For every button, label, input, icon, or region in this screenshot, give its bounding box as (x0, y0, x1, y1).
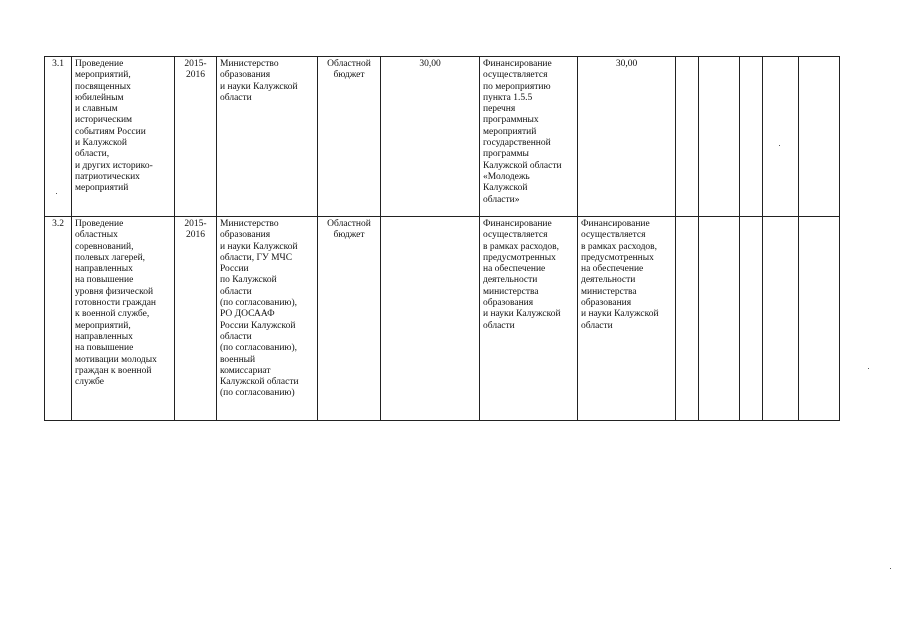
table-row (45, 57, 840, 217)
scan-speck (868, 368, 869, 369)
row-number: 3.1 (45, 57, 72, 217)
total-amount: 30,00 (381, 57, 480, 217)
scan-speck (56, 193, 57, 194)
event-name: Проведение областных соревнований, полевых лагерей, направленных на повышение уровня физической готовности граждан к военной службе, мероприятий, направленных на повышение мотивации молодых граждан к военной службе (72, 217, 175, 421)
year-amount: Финансирование осуществляется в рамках расходов, предусмотренных на обеспечение деятельности министерства образования и науки Калужской области (578, 217, 676, 421)
empty-cell (699, 217, 740, 421)
financing-note: Финансирование осуществляется по мероприятию пункта 1.5.5 перечня программных мероприятий государственной программы Калужской области «Молодежь Калужской области» (480, 57, 578, 217)
empty-cell (799, 217, 840, 421)
year-amount: 30,00 (578, 57, 676, 217)
total-amount (381, 217, 480, 421)
financing-note: Финансирование осуществляется в рамках расходов, предусмотренных на обеспечение деятельности министерства образования и науки Калужской области (480, 217, 578, 421)
row-number: 3.2 (45, 217, 72, 421)
empty-cell (676, 57, 699, 217)
scan-speck (890, 568, 891, 569)
empty-cell (763, 57, 799, 217)
empty-cell (676, 217, 699, 421)
empty-cell (799, 57, 840, 217)
event-name: Проведение мероприятий, посвященных юбилейным и славным историческим событиям России и Калужской области, и других историко- патриотических мероприятий (72, 57, 175, 217)
period-years: 2015- 2016 (175, 57, 217, 217)
funding-source: Областной бюджет (318, 217, 381, 421)
empty-cell (699, 57, 740, 217)
executor: Министерство образования и науки Калужской области (217, 57, 318, 217)
empty-cell (740, 217, 763, 421)
period-years: 2015- 2016 (175, 217, 217, 421)
program-activities-table (44, 56, 840, 421)
executor: Министерство образования и науки Калужской области, ГУ МЧС России по Калужской области (по согласованию), РО ДОСААФ России Калужской области (по согласованию), военный комиссариат Калужской области (по согласованию) (217, 217, 318, 421)
empty-cell (740, 57, 763, 217)
scan-speck (779, 145, 780, 146)
table-row (45, 217, 840, 421)
funding-source: Областной бюджет (318, 57, 381, 217)
empty-cell (763, 217, 799, 421)
